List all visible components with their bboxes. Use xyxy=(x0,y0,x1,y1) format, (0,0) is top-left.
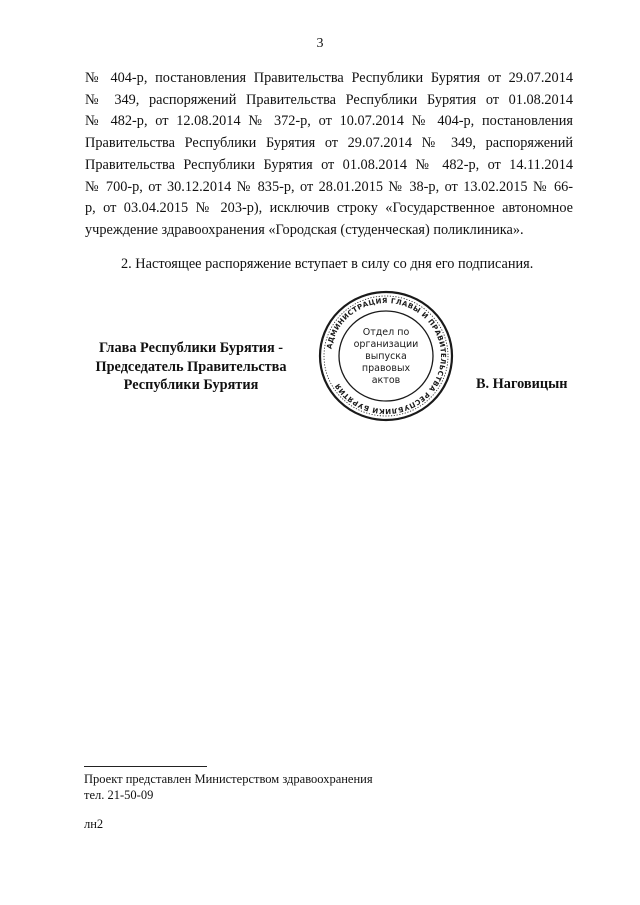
official-seal-stamp xyxy=(318,289,454,423)
paragraph-line: № 404-р, постановления Правительства Республики Бурятия от 29.07.2014 xyxy=(85,70,573,86)
seal-center-line: Отдел по xyxy=(362,327,410,338)
footnote-line: Проект представлен Министерством здравоохранения xyxy=(84,772,373,786)
seal-center-line: выпуска xyxy=(365,351,407,362)
paragraph-line: № 349, распоряжений Правительства Республики Бурятия от 01.08.2014 xyxy=(85,91,573,108)
body-paragraph xyxy=(85,68,573,242)
paragraph-line: р, от 03.04.2015 № 203-р), исключив строку «Государственное автономное xyxy=(85,200,573,217)
seal-center-line: актов xyxy=(371,375,401,386)
seal-ring-text: АДМИНИСТРАЦИЯ ГЛАВЫ И ПРАВИТЕЛЬСТВА РЕСПУБЛИКИ БУРЯТИЯ xyxy=(325,296,448,416)
signatory-title-line: Председатель Правительства xyxy=(95,358,287,375)
effective-date-clause: 2. Настоящее распоряжение вступает в силу со дня его подписания. xyxy=(121,256,534,272)
paragraph-line: Правительства Республики Бурятия от 29.07.2014 № 349, распоряжений xyxy=(85,135,573,152)
signatory-name: В. Наговицын xyxy=(476,376,568,392)
signatory-title xyxy=(79,339,303,395)
paragraph-line: Правительства Республики Бурятия от 01.08.2014 № 482-р, от 14.11.2014 xyxy=(85,156,573,173)
seal-center-line: правовых xyxy=(361,363,411,374)
signatory-title-line: Республики Бурятия xyxy=(123,377,259,393)
seal-center-line: организации xyxy=(353,339,419,350)
footnote xyxy=(84,772,373,803)
paragraph-line: учреждение здравоохранения «Городская (студенческая) поликлиника». xyxy=(85,221,524,238)
signatory-title-line: Глава Республики Бурятия - xyxy=(98,340,284,356)
page-number: 3 xyxy=(316,36,324,51)
document-code: лн2 xyxy=(84,817,104,831)
footnote-divider xyxy=(84,766,207,767)
footnote-line: тел. 21-50-09 xyxy=(84,787,154,802)
paragraph-line: № 482-р, от 12.08.2014 № 372-р, от 10.07.2014 № 404-р, постановления xyxy=(85,113,573,130)
paragraph-line: № 700-р, от 30.12.2014 № 835-р, от 28.01.2015 № 38-р, от 13.02.2015 № 66- xyxy=(85,178,573,195)
